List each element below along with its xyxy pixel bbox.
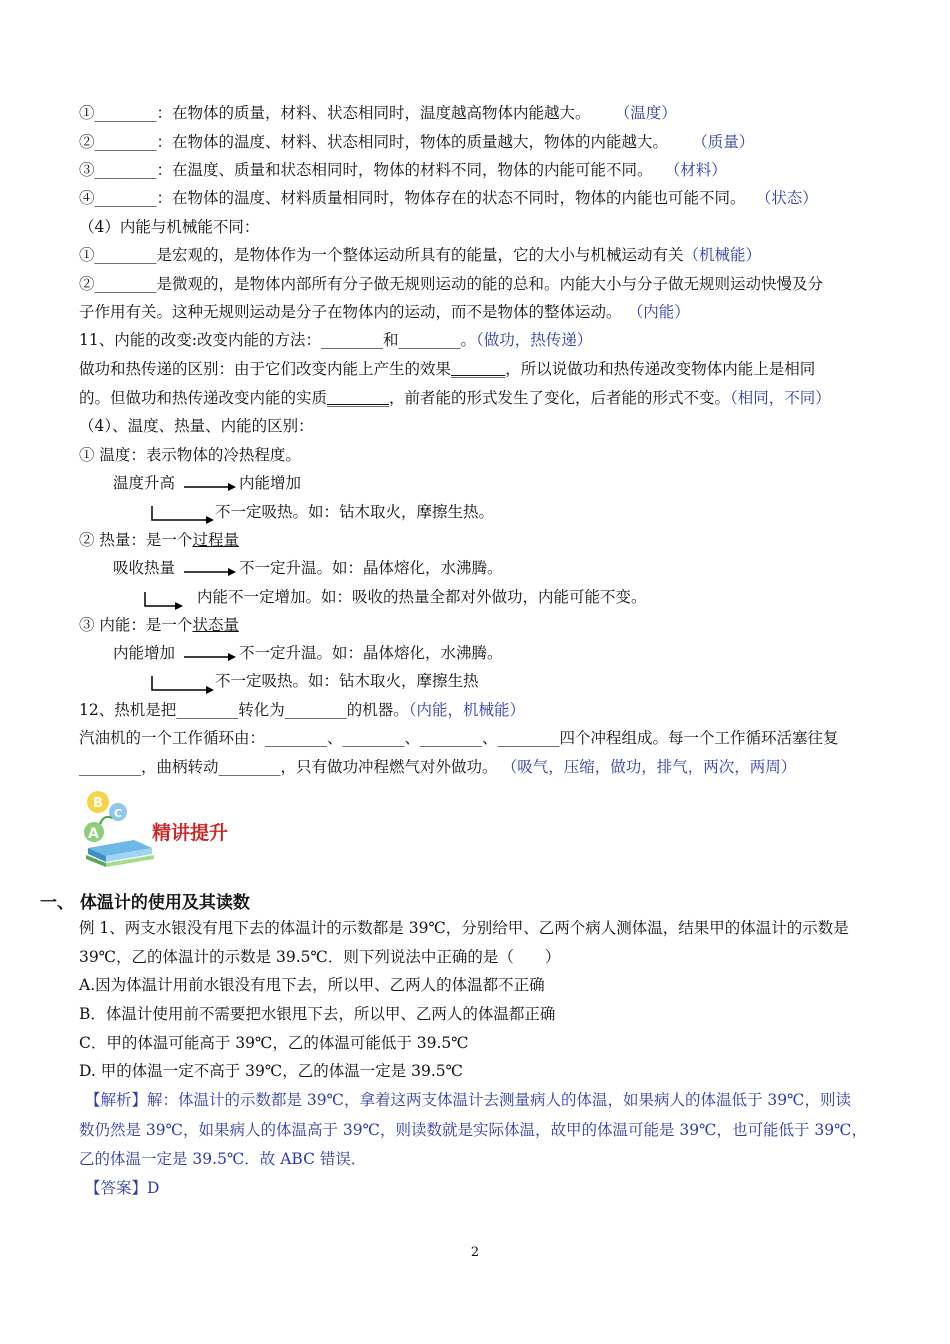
- text-line: [79, 728, 839, 748]
- line-text: 12、热机是把________转化为________的机器。: [79, 701, 409, 719]
- text-line: [79, 217, 259, 237]
- answer-text: （做功，热传递）: [475, 331, 593, 349]
- text-line: [79, 132, 754, 152]
- blank: _______: [451, 360, 506, 378]
- line-text: ①________：在物体的质量，材料、状态相同时，温度越高物体内能越大。: [79, 104, 591, 122]
- line-text: ① 温度：表示物体的冷热程度。: [79, 446, 301, 464]
- answer-text: （状态）: [763, 189, 818, 207]
- line-text: 的。但做功和热传递改变内能的实质: [79, 389, 328, 407]
- diagram-label: 内能增加: [239, 474, 302, 492]
- explanation-text: 【解析】解：体温计的示数都是 39℃，拿着这两支体温计去测量病人的体温，如果病人的体温低于 39℃，则读: [85, 1091, 851, 1109]
- diagram-label: 吸收热量: [113, 559, 176, 577]
- text-line: [79, 757, 796, 777]
- option-a: A.因为体温计用前水银没有甩下去，所以甲、乙两人的体温都不正确: [79, 976, 545, 994]
- branch-arrow-icon: [143, 592, 183, 612]
- branch-arrow-icon: [150, 506, 214, 526]
- text-line: [79, 103, 677, 123]
- branch-arrow-icon: [150, 676, 214, 696]
- underlined-term: 状态量: [192, 616, 239, 634]
- option-d: D. 甲的体温一定不高于 39℃，乙的体温一定是 39.5℃: [79, 1062, 463, 1080]
- abc-books-icon: [80, 788, 158, 868]
- answer-text: （温度）: [622, 104, 677, 122]
- line-text: ④________：在物体的温度、材料质量相同时，物体存在的状态不同时，物体的内能也可能不同。: [79, 189, 746, 207]
- banner-label: 精讲提升: [152, 822, 229, 844]
- diagram-label: 不一定升温。如：晶体熔化，水沸腾。: [239, 644, 503, 662]
- blank: ________: [327, 389, 390, 407]
- line-text: ，所以说做功和热传递改变物体内能上是相同: [505, 360, 816, 378]
- answer-tag: 【答案】: [85, 1179, 148, 1197]
- page-number: 2: [470, 1245, 480, 1260]
- line-text: ③________：在温度、质量和状态相同时，物体的材料不同，物体的内能可能不同。: [79, 161, 653, 179]
- text-line: [79, 274, 823, 294]
- option-c: C．甲的体温可能高于 39℃，乙的体温可能低于 39.5℃: [79, 1034, 469, 1052]
- text-line: [79, 530, 239, 550]
- text-line: [79, 416, 314, 436]
- answer-text: （材料）: [672, 161, 727, 179]
- text-line: [79, 188, 818, 208]
- answer-text: （内能，机械能）: [408, 701, 525, 719]
- text-line: [79, 388, 831, 408]
- section-title: 一、 体温计的使用及其读数: [40, 893, 250, 913]
- question-text: 39℃，乙的体温计的示数是 39.5℃．则下列说法中正确的是（ ）: [79, 948, 561, 966]
- diagram-label: 不一定升温。如：晶体熔化，水沸腾。: [239, 559, 503, 577]
- answer-text: （相同，不同）: [730, 389, 831, 407]
- right-arrow-icon: [184, 565, 236, 579]
- line-text: （4）、温度、热量、内能的区别：: [79, 417, 314, 435]
- letter-a: A: [88, 826, 99, 842]
- letter-b: B: [93, 796, 103, 811]
- answer-text: （吸气，压缩，做功，排气，两次，两周）: [509, 758, 797, 776]
- line-text: ② 热量：是一个: [79, 531, 193, 549]
- diagram-label: 内能增加: [113, 644, 176, 662]
- text-line: [79, 615, 239, 635]
- text-line: [79, 302, 690, 322]
- line-text: ③ 内能：是一个: [79, 616, 193, 634]
- diagram-label: 不一定吸热。如：钻木取火，摩擦生热。: [215, 503, 495, 521]
- line-text: ②________：在物体的温度、材料、状态相同时，物体的质量越大，物体的内能越大。: [79, 133, 669, 151]
- right-arrow-icon: [184, 650, 236, 664]
- diagram-label: 内能不一定增加。如：吸收的热量全都对外做功，内能可能不变。: [197, 588, 647, 606]
- letter-c: C: [114, 807, 123, 820]
- text-line: [79, 245, 761, 265]
- explanation-text: 乙的体温一定是 39.5℃．故 ABC 错误．: [79, 1150, 367, 1168]
- answer-line: [85, 1178, 159, 1198]
- text-line: [79, 700, 525, 720]
- line-text: ①________是宏观的，是物体作为一个整体运动所具有的能量，它的大小与机械运动有关: [79, 246, 684, 264]
- line-text: 汽油机的一个工作循环由：________、________、________、________四个冲程组成。每一个工作循环活塞往复: [79, 729, 839, 747]
- line-text: 子作用有关。这种无规则运动是分子在物体内的运动，而不是物体的整体运动。: [79, 303, 622, 321]
- text-line: [79, 445, 301, 465]
- diagram-label: 温度升高: [113, 474, 176, 492]
- right-arrow-icon: [184, 480, 236, 494]
- diagram-label: 不一定吸热。如：钻木取火，摩擦生热: [215, 672, 479, 690]
- line-text: ②________是微观的，是物体内部所有分子做无规则运动的能的总和。内能大小与分子做无规则运动快慢及分: [79, 275, 824, 293]
- explanation-text: 数仍然是 39℃，如果病人的体温高于 39℃，则读数就是实际体温，故甲的体温可能是 39℃，也可能低于 39℃，: [79, 1121, 867, 1139]
- section-banner: [80, 788, 270, 868]
- line-text: 做功和热传递的区别：由于它们改变内能上产生的效果: [79, 360, 452, 378]
- line-text: （4）内能与机械能不同：: [79, 218, 260, 236]
- answer-text: （质量）: [700, 133, 755, 151]
- text-line: [79, 160, 727, 180]
- text-line: [79, 330, 592, 350]
- answer-value: D: [147, 1179, 160, 1197]
- option-b: B．体温计使用前不需要把水银甩下去，所以甲、乙两人的体温都正确: [79, 1005, 556, 1023]
- answer-text: （机械能）: [683, 246, 762, 264]
- underlined-term: 过程量: [192, 531, 239, 549]
- line-text: ________，曲柄转动________，只有做功冲程燃气对外做功。: [79, 758, 498, 776]
- line-text: ，前者能的形式发生了变化，后者能的形式不变。: [389, 389, 731, 407]
- text-line: [79, 359, 815, 379]
- question-text: 例 1、两支水银没有甩下去的体温计的示数都是 39℃，分别给甲、乙两个病人测体温，结果甲的体温计的示数是: [79, 919, 849, 937]
- answer-text: （内能）: [635, 303, 690, 321]
- line-text: 11、内能的改变:改变内能的方法：________和________。: [79, 331, 476, 349]
